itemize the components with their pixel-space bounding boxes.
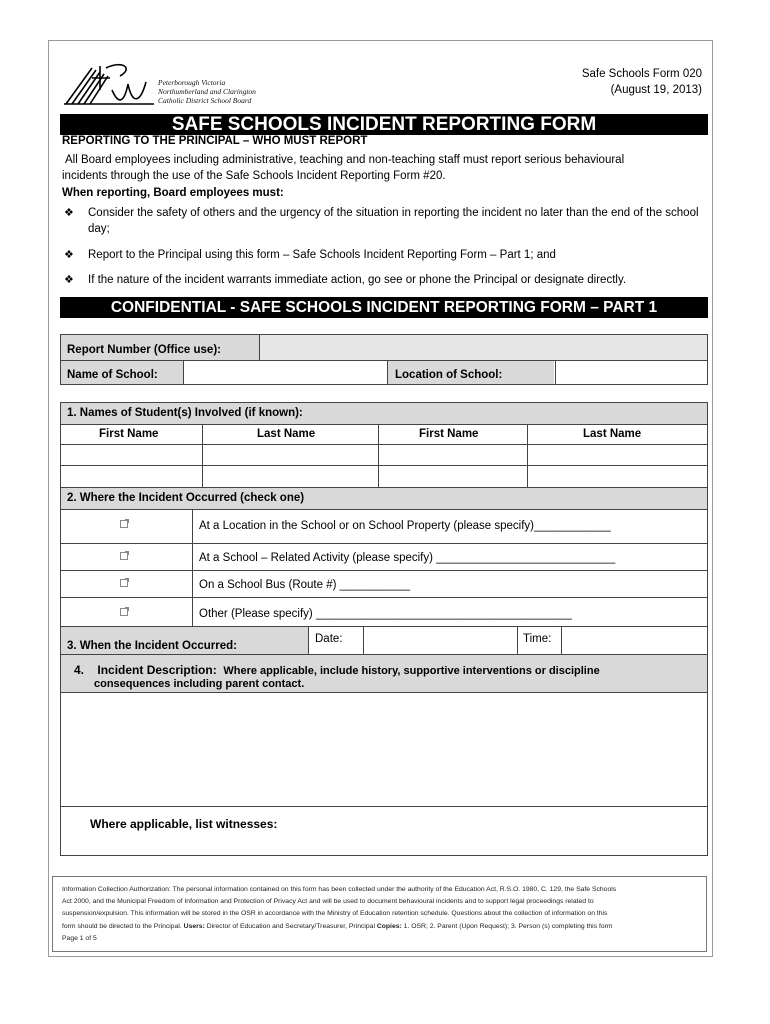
witnesses-field[interactable] [63,835,705,853]
bullet-icon: ❖ [64,249,74,261]
column-header: First Name [419,428,479,440]
when-reporting-heading: When reporting, Board employees must: [62,187,284,199]
location-option-label: Other (Please specify) ________________________________________ [199,608,572,620]
column-header: Last Name [583,428,642,440]
student-first-name-field[interactable] [380,467,526,486]
date-label: Date: [315,633,343,645]
description-hint: Where applicable, include history, supportive interventions or discipline [223,665,600,677]
time-label: Time: [523,633,552,645]
footer-line-4: form should be directed to the Principal. Users: Director of Education and Secretary/Treasurer, Principal Copies: 1. OSR; 2. Parent (Upon Request); 3. Person (s) completing this form [62,922,613,930]
bullet-text-2: Report to the Principal using this form – Safe Schools Incident Reporting Form – Part 1; and [88,249,556,261]
logo-line-1: Peterborough Victoria [158,78,226,87]
users-label: Users: [183,922,205,930]
form-number: Safe Schools Form 020 [581,68,702,80]
intro-line-1: All Board employees including administrative, teaching and non-teaching staff must report serious behavioural [65,154,625,166]
school-board-logo [62,60,256,108]
students-heading: 1. Names of Student(s) Involved (if known): [67,407,303,419]
description-table [60,654,708,856]
bullet-text-3: If the nature of the incident warrants immediate action, go see or phone the Principal or designate directly. [88,274,627,286]
intro-line-2: incidents through the use of the Safe Schools Incident Reporting Form #20. [62,170,446,182]
student-first-name-field[interactable] [63,467,201,486]
when-heading: 3. When the Incident Occurred: [67,640,237,652]
footer-line: suspension/expulsion. This information will be stored in the OSR in accordance with the Ministry of Education retention schedule. Questions about the collection of information on this [62,910,608,918]
form-title: SAFE SCHOOLS INCIDENT REPORTING FORM [60,114,708,135]
location-table [60,487,708,655]
location-option-label: On a School Bus (Route #) ___________ [199,579,410,591]
intro-heading: REPORTING TO THE PRINCIPAL – WHO MUST REPORT [62,135,368,147]
location-option-label: At a School – Related Activity (please specify) ____________________________ [199,552,616,564]
description-heading: Incident Description: [97,663,217,677]
bullet-text-1: Consider the safety of others and the urgency of the situation in reporting the incident no later than the end of the school day; [88,207,699,235]
description-hint-2: consequences including parent contact. [94,678,305,690]
report-number-field[interactable] [261,337,705,358]
location-option-label: At a Location in the School or on School Property (please specify)____________ [199,520,611,532]
bullet-icon: ❖ [64,274,74,286]
collection-authorization [62,884,702,945]
student-last-name-field[interactable] [529,467,705,486]
students-table [60,402,708,488]
bullet-icon: ❖ [64,207,74,219]
location-option-checkbox[interactable] [120,520,128,528]
report-info-table [60,334,708,385]
report-number-label: Report Number (Office use): [67,344,221,356]
student-last-name-field[interactable] [204,446,377,464]
student-last-name-field[interactable] [529,446,705,464]
page-number: Page 1 of 5 [62,934,97,942]
footer-line: Information Collection Authorization: The personal information contained on this form has been collected under the authority of the Education Act, R.S.O. 1980, C. 129, the Safe Schools [62,886,617,893]
form-identifier [582,66,702,98]
student-first-name-field[interactable] [380,446,526,464]
location-of-school-label: Location of School: [395,369,503,381]
student-last-name-field[interactable] [204,467,377,486]
witnesses-label: Where applicable, list witnesses: [90,817,278,831]
description-number: 4. [74,663,85,677]
logo-line-3: Catholic District School Board [158,96,252,105]
part-title: CONFIDENTIAL - SAFE SCHOOLS INCIDENT REPORTING FORM – PART 1 [60,297,708,318]
location-heading: 2. Where the Incident Occurred (check one) [67,492,305,504]
location-option-checkbox[interactable] [120,552,128,560]
incident-description-field[interactable] [63,694,705,804]
location-option-checkbox[interactable] [120,608,128,616]
column-header: First Name [99,428,159,440]
column-header: Last Name [257,428,316,440]
date-field[interactable] [365,628,515,652]
form-date: (August 19, 2013) [610,84,702,96]
school-name-label: Name of School: [67,369,158,381]
copies-label: Copies: [376,922,402,930]
logo-line-2: Northumberland and Clarington [158,87,256,96]
student-first-name-field[interactable] [63,446,201,464]
footer-line: Act 2000, and the Municipal Freedom of Information and Protection of Privacy Act and will be used to document behavioural incidents and to support legal proceedings related to [62,898,594,906]
time-field[interactable] [563,628,705,652]
location-option-checkbox[interactable] [120,579,128,587]
school-name-field[interactable] [185,362,385,383]
school-location-field[interactable] [557,362,705,383]
